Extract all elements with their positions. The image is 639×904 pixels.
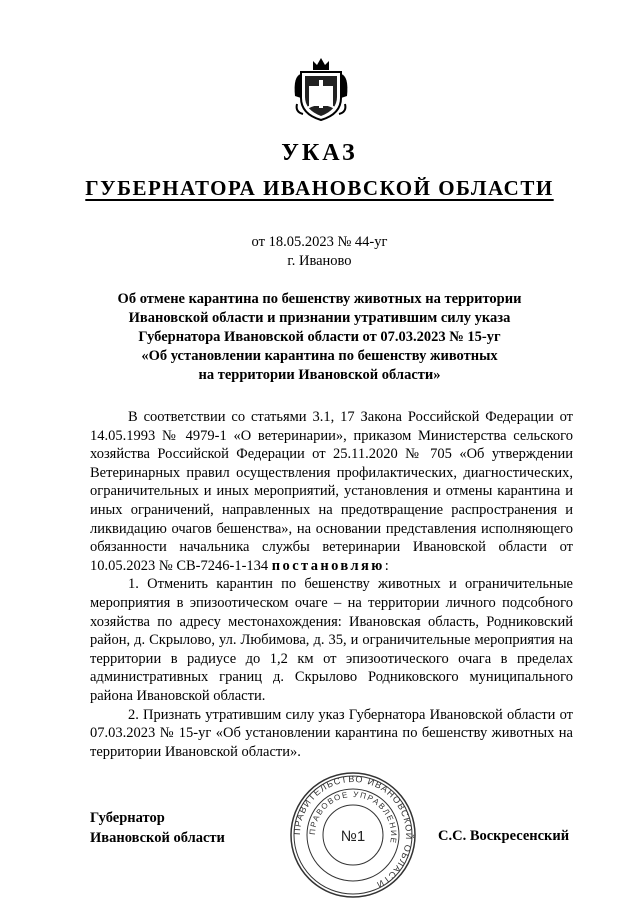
decree-heading	[60, 290, 579, 385]
heading-line: «Об установлении карантина по бешенству животных	[141, 348, 498, 364]
item-1-paragraph: 1. Отменить карантин по бешенству животных и ограничительные мероприятия в эпизоотическом очаге – на территории личного подсобного хозяйства по адресу местонахождения: Ивановская область, Родниковский район, д. Скрылово, ул. Любимова, д. 35, и ограничительные мероприятия на территории в радиусе до 1,2 км от эпизоотического очага в пределах административных границ д. Скрылово Родниковского муниципального района Ивановской области.	[90, 576, 573, 704]
coat-of-arms-icon	[293, 56, 349, 122]
document-title: УКАЗ	[281, 140, 358, 166]
heading-line: Ивановской области и признании утратившим силу указа	[128, 310, 511, 326]
city: г. Иваново	[287, 253, 352, 269]
svg-text:ПРАВИТЕЛЬСТВО ИВАНОВСКОЙ ОБЛАС: ПРАВИТЕЛЬСТВО ИВАНОВСКОЙ ОБЛАСТИ	[291, 773, 415, 891]
decree-body	[90, 408, 573, 761]
date-block	[0, 233, 639, 271]
document-subtitle: ГУБЕРНАТОРА ИВАНОВСКОЙ ОБЛАСТИ	[85, 176, 554, 200]
official-seal-icon	[289, 771, 417, 899]
seal-number: №1	[340, 828, 366, 845]
preamble-paragraph: В соответствии со статьями 3.1, 17 Закона Российской Федерации от 14.05.1993 № 4979-1 «О ветеринарии», приказом Министерства сельского хозяйства Российской Федерации от 25.11.2020 № 705 «Об утверждении Ветеринарных правил осуществления профилактических, диагностических, ограничительных и иных мероприятий, установления и отмены карантина и иных ограничений, направленных на предотвращение распространения и ликвидацию очагов бешенства», на основании представления исполняющего обязанности начальника службы ветеринарии Ивановской области от 10.05.2023 № СВ-7246-1-134 постановляю:	[90, 409, 573, 574]
decree-word: постановляю	[271, 557, 385, 574]
heading-line: на территории Ивановской области»	[198, 367, 441, 383]
svg-text:ПРАВОВОЕ УПРАВЛЕНИЕ: ПРАВОВОЕ УПРАВЛЕНИЕ	[307, 789, 399, 846]
signatory-name: С.С. Воскресенский	[438, 828, 570, 844]
signatory-position: Губернатор Ивановской области	[90, 810, 225, 846]
item-2-paragraph: 2. Признать утратившим силу указ Губернатора Ивановской области от 07.03.2023 № 15-уг «Об установлении карантина по бешенству животных на территории Ивановской области».	[90, 706, 573, 760]
heading-line: Губернатора Ивановской области от 07.03.2023 № 15-уг	[138, 329, 501, 345]
date-number: от 18.05.2023 № 44-уг	[251, 234, 388, 250]
heading-line: Об отмене карантина по бешенству животных на территории	[117, 291, 522, 307]
